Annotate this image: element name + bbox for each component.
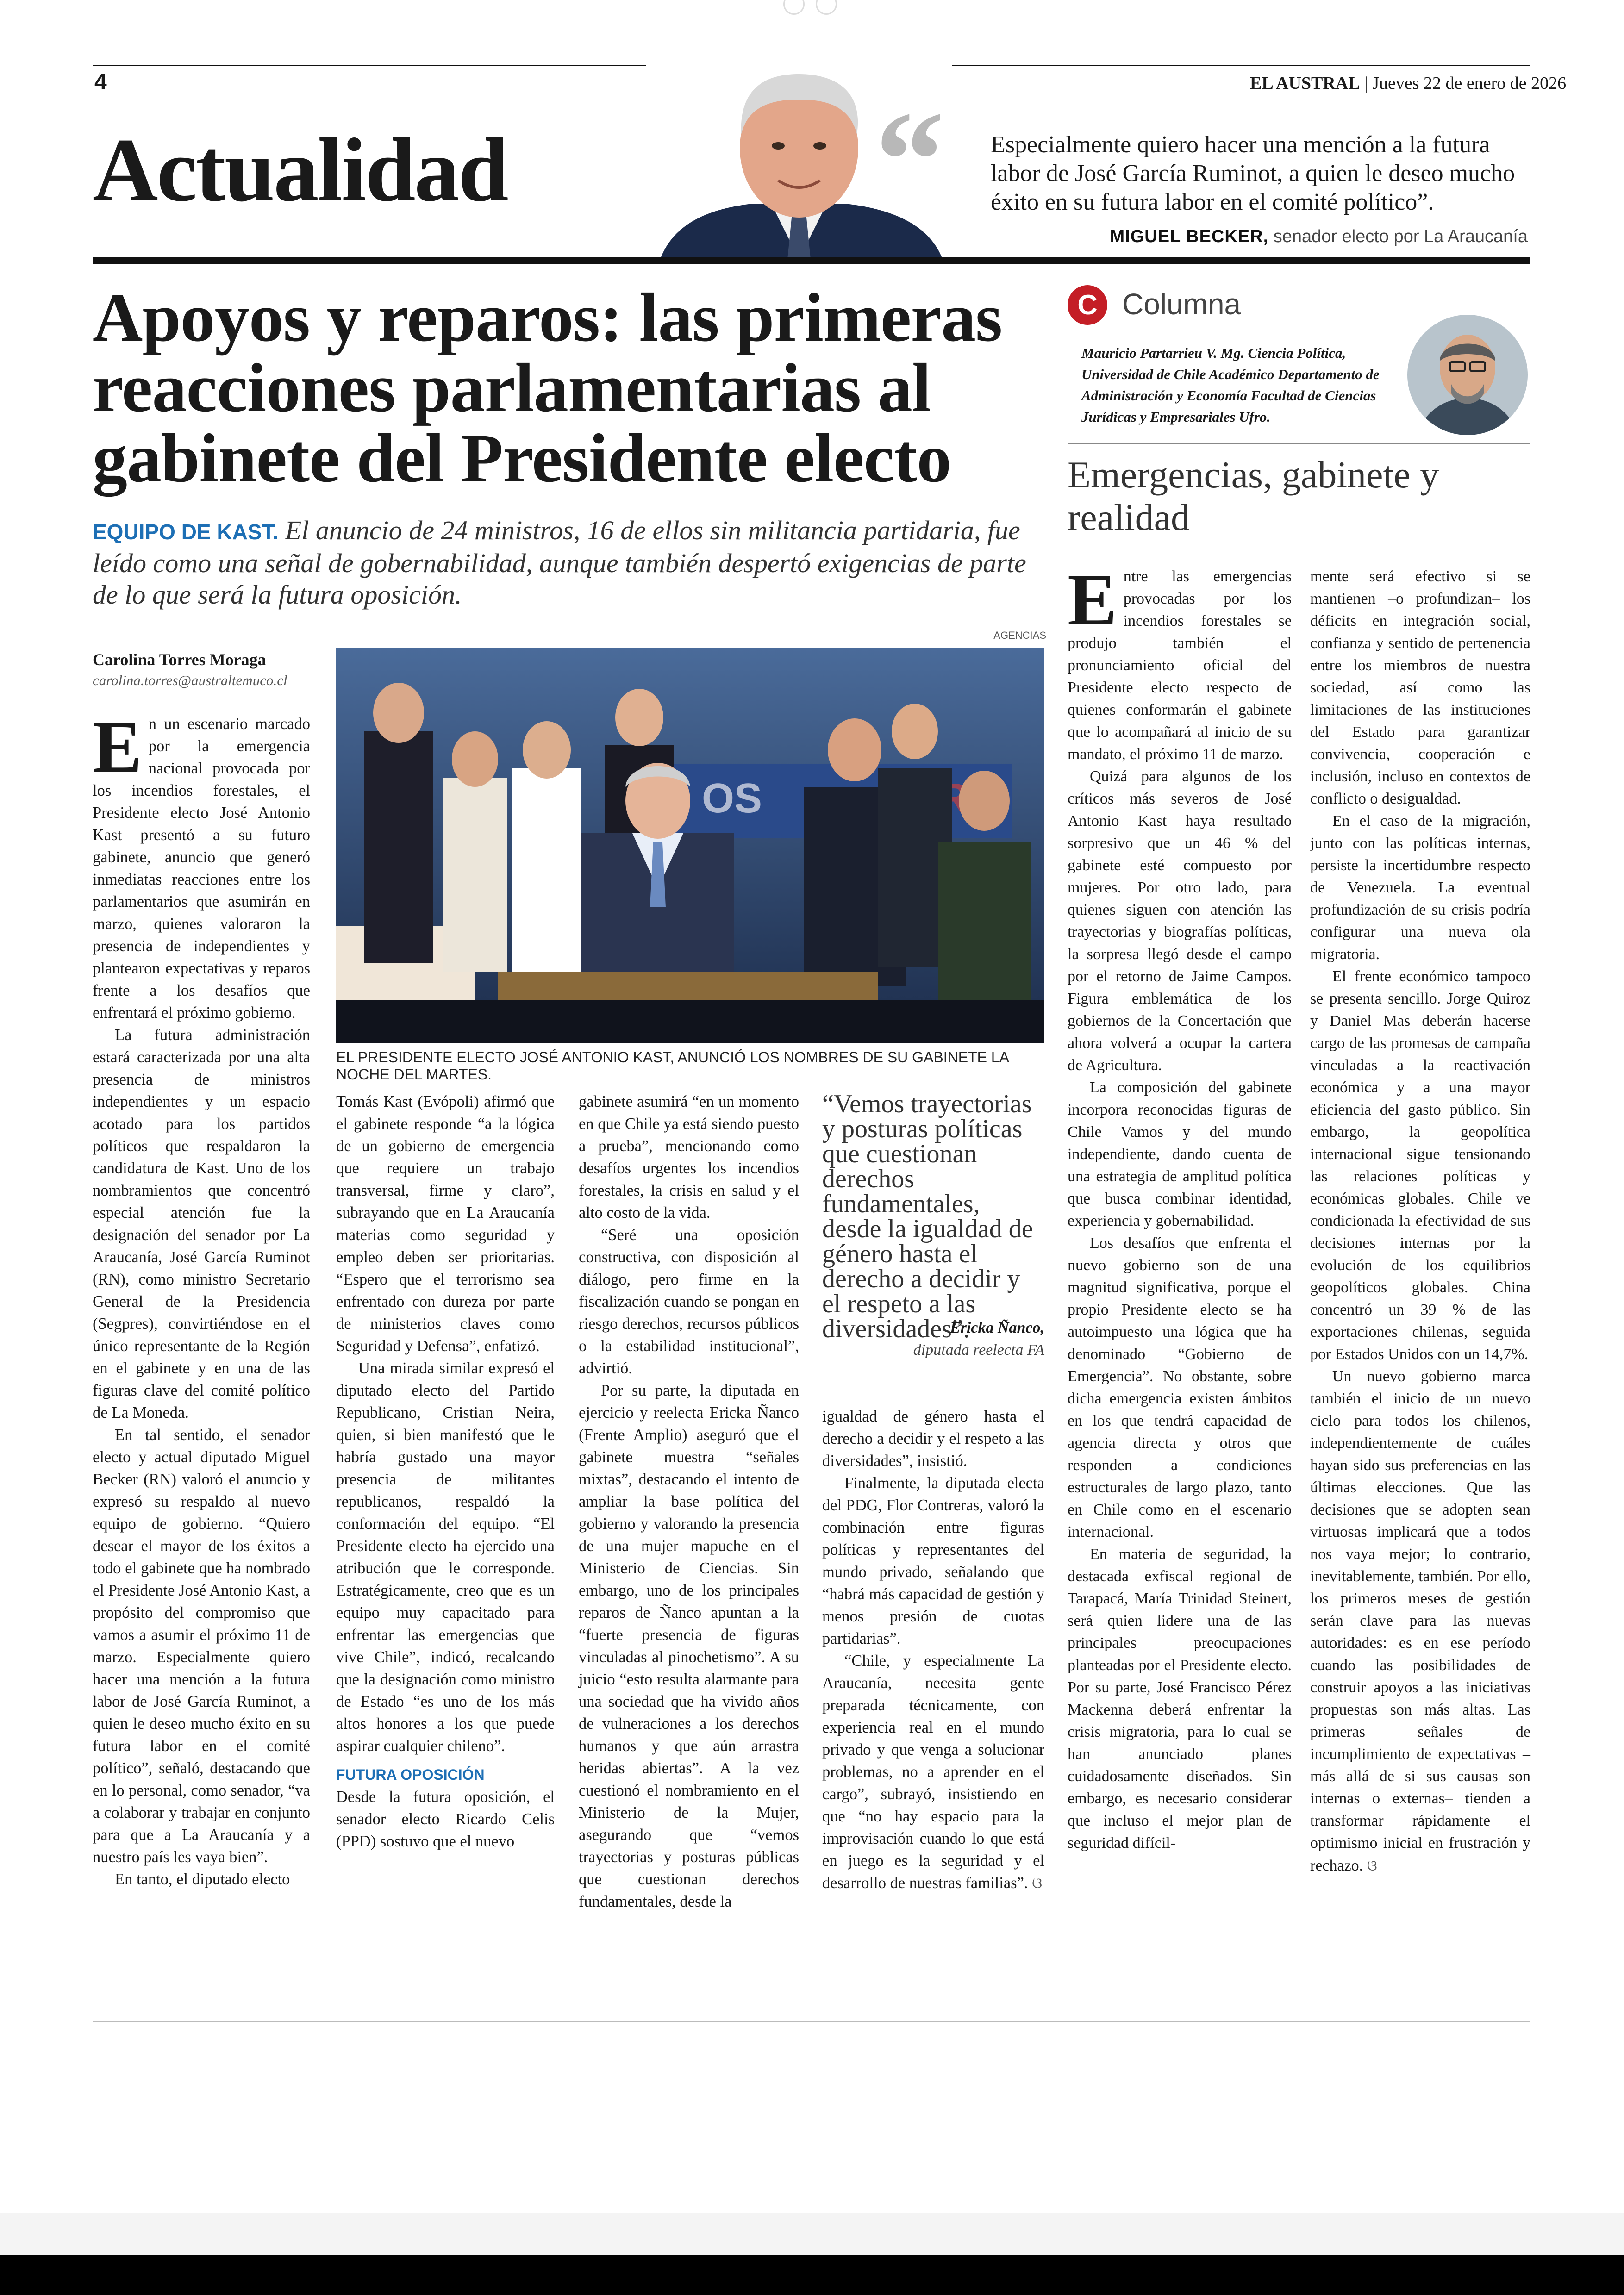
column-paragraph: mente será efectivo si se mantienen –o profundizan– los déficits en integración social, confianza y sentido de pertenencia entre los miembros de nuestra sociedad, así como las limitaciones de las instituciones del Estado para garantizar convivencia, cooperación e inclusión, incluso en contextos de conflicto o desigualdad.	[1310, 568, 1530, 807]
article-paragraph: gabinete asumirá “en un momento en que Chile ya está siendo puesto a prueba”, mencionando como desafíos urgentes los incendios forestales, la crisis en salud y el alto costo de la vida.	[579, 1093, 799, 1222]
pull-quote-author: Ericka Ñanco,	[950, 1319, 1044, 1336]
column-title: Emergencias, gabinete y realidad	[1068, 454, 1439, 538]
column-title-rule	[1068, 443, 1530, 444]
column-paragraph: El frente económico tampoco se presenta sencillo. Jorge Quiroz y Daniel Mas deberán hacerse cargo de las promesas de campaña vinculadas a la reactivación económica y a una mayor eficiencia del gasto público. Sin embargo, la geopolítica internacional sigue tensionando las relaciones políticas y económicas globales. Chile ve condicionada la efectividad de sus decisiones internas por la evolución de los equilibrios geopolíticos globales. China concentró un 39 % de las exportaciones chilenas, seguida por Estados Unidos con un 14,7%.	[1310, 968, 1530, 1363]
lede-text: El anuncio de 24 ministros, 16 de ellos sin militancia partidaria, fue leído como una señal de gobernabilidad, aunque también despertó exigencias de parte de lo que será la futura oposición.	[93, 515, 1026, 610]
article-paragraph: n un escenario marcado por la emergencia nacional provocada por los incendios forestales, el Presidente electo José Antonio Kast presentó a su futuro gabinete, anuncio que generó inmediatas reacciones entre los parlamentarios que asumirán en marzo, quienes valoraron la presencia de independientes y plantearon expectativas y reparos frente a los desafíos que enfrentará el próximo gobierno.	[93, 715, 310, 1022]
article-paragraph: Una mirada similar expresó el diputado electo del Partido Republicano, Cristian Neira, quien, si bien manifestó que le habría gustado una mayor presencia de militantes republicanos, respaldó la conformación del equipo. “El Presidente electo ha ejercido una atribución que le corresponde. Estratégicamente, creo que es un equipo muy capacitado para enfrentar las emergencias que vive Chile”, indicó, recalcando que la designación como ministro de Estado “es uno de los más altos honores a los que puede aspirar cualquier chileno”.	[336, 1360, 555, 1755]
column-label: Columna	[1122, 287, 1241, 321]
pull-quote-role: diputada reelecta FA	[913, 1341, 1044, 1359]
article-paragraph: Por su parte, la diputada en ejercicio y reelecta Ericka Ñanco (Frente Amplio) aseguró que el gabinete muestra “señales mixtas”, destacando el intento de ampliar la base política del gobierno y valorando la presencia de una mujer mapuche en el Ministerio de Ciencias. Sin embargo, uno de los principales reparos de Ñanco apuntan a la “fuerte presencia de figuras vinculadas al pinochetismo”. A su juicio “esto resulta alarmante para una sociedad que ha vivido años de vulneraciones a los derechos humanos y que aún arrastra heridas abiertas”. A la vez cuestionó el nombramiento en el Ministerio de la Mujer, asegurando que “vemos trayectorias y posturas públicas que cuestionan derechos fundamentales, desde la	[579, 1382, 799, 1910]
article-paragraph: Desde la futura oposición, el senador electo Ricardo Celis (PPD) sostuvo que el nuevo	[336, 1788, 555, 1850]
column-paragraph: En materia de seguridad, la destacada exfiscal regional de Tarapacá, María Trinidad Steinert, será quien lidere una de las principales preocupaciones planteadas por el Presidente electo. Por su parte, José Francisco Pérez Mackenna deberá enfrentar la crisis migratoria, para lo cual se han anunciado planes cuidadosamente diseñados. Sin embargo, es necesario considerar que incluso el mejor plan de seguridad difícil-	[1068, 1546, 1292, 1852]
article-column-4	[822, 1405, 1044, 1894]
author-email[interactable]: carolina.torres@australtemuco.cl	[93, 672, 287, 688]
article-paragraph: igualdad de género hasta el derecho a decidir y el respeto a las diversidades”, insistió.	[822, 1408, 1044, 1470]
article-headline: Apoyos y reparos: las primeras reacciones parlamentarias al gabinete del Presidente electo	[93, 279, 1002, 497]
article-paragraph	[822, 1650, 1044, 1894]
article-paragraph: Tomás Kast (Evópoli) afirmó que el gabinete responde “a la lógica de un gobierno de emergencia que requiere un trabajo transversal, firme y claro”, subrayando que en La Araucanía materias como seguridad y empleo deben ser prioritarias. “Espero que el terrorismo sea enfrentado con dureza por parte de ministerios claves como Seguridad y Defensa”, enfatizó.	[336, 1093, 555, 1355]
article-photo	[336, 648, 1044, 1043]
bottom-rule	[93, 2021, 1530, 2022]
end-mark-icon: ଓ	[1032, 1875, 1043, 1891]
article-paragraph: “Seré una oposición constructiva, con disposición al diálogo, pero firme en la fiscalización cuando se pongan en riesgo derechos, recursos públicos o la estabilidad institucional”, advirtió.	[579, 1226, 799, 1377]
column-author: Mauricio Partarrieu V. Mg. Ciencia Política, Universidad de Chile Académico Departamento de Administración y Economía Facultad de Ciencias Jurídicas y Empresariales Ufro.	[1081, 345, 1380, 425]
section-title: Actualidad	[93, 120, 507, 220]
column-paragraph-text: Un nuevo gobierno marca también el inicio de un nuevo ciclo para todos los chilenos, independientemente de cuáles hayan sido sus preferencias en las últimas elecciones. Que las decisiones que se adopten sean virtuosas implicará que a todos nos vaya mejor; lo contrario, inevitablemente, también. Por ello, los primeros meses de gestión serán clave para las nuevas autoridades: es en ese período cuando las posibilidades de construir apoyos a las iniciativas propuestas son más altas. Las primeras señales de incumplimiento de expectativas –más allá de si sus causas son internas o externas– tienden a transformar rápidamente el optimismo inicial en frustración y rechazo.	[1310, 1368, 1530, 1874]
columnist-avatar	[1407, 315, 1528, 435]
article-column-3	[579, 1091, 799, 1913]
svg-text:OS: OS	[702, 775, 762, 822]
quote-author-role: senador electo por La Araucanía	[1273, 227, 1528, 246]
column-badge-icon: C	[1068, 285, 1107, 325]
column-text-1	[1068, 558, 1292, 1854]
column-paragraph: Quizá para algunos de los críticos más severos de José Antonio Kast haya resultado sorpresivo que un 46 % del gabinete esté compuesto por mujeres. Por otro lado, para quienes siguen con atención las trayectorias y biografías políticas, la sorpresa llegó desde el campo por el retorno de Jaime Campos. Figura emblemática de los gobiernos de la Concertación que ahora volverá a ocupar la cartera de Agricultura.	[1068, 768, 1292, 1074]
article-lede	[93, 515, 1056, 611]
quote-marks-icon: “	[875, 83, 944, 237]
article-dropcap: E	[93, 705, 142, 788]
article-paragraph-text: “Chile, y especialmente La Araucanía, necesita gente preparada técnicamente, con experiencia real en el mundo privado y que venga a solucionar problemas, no a aprender en el cargo”, subrayó, insistiendo en que “no hay espacio para la improvisación cuando lo que está en juego es la seguridad y el desarrollo de nuestras familias”.	[822, 1652, 1044, 1892]
pull-quote: “Vemos trayectorias y posturas políticas que cuestionan derechos fundamentales, desde la igualdad de género hasta el derecho a decidir y el respeto a las diversidades”.	[822, 1090, 1033, 1343]
column-paragraph	[1310, 1366, 1530, 1877]
page-number: 4	[94, 70, 107, 94]
article-paragraph: En tanto, el diputado electo	[115, 1871, 290, 1888]
article-paragraph: En tal sentido, el senador electo y actual diputado Miguel Becker (RN) valoró el anuncio y expresó su respaldo al nuevo equipo de gobierno. “Quiero desear el mayor de los éxitos a todo el gabinete que ha nombrado el Presidente José Antonio Kast, a propósito del compromiso que vamos a asumir el próximo 11 de marzo. Especialmente quiero hacer una mención a la futura labor de José García Ruminot, a quien le deseo mucho éxito en su futura labor en el comité político”, señaló, destacando que en lo personal, como senador, “va a colaborar y trabajar en conjunto para que a La Araucanía y a nuestro país les vaya bien”.	[93, 1426, 310, 1866]
column-paragraph: Los desafíos que enfrenta el nuevo gobierno son de una magnitud significativa, porque el propio Presidente electo se ha autoimpuesto una lógica que ha denominado “Gobierno de Emergencia”. No obstante, sobre dicha emergencia existen ámbitos en los que tendrá capacidad de agencia directa y otros que responden a condiciones estructurales de largo plazo, tanto en Chile como en el escenario internacional.	[1068, 1235, 1292, 1540]
photo-caption: EL PRESIDENTE ELECTO JOSÉ ANTONIO KAST, ANUNCIÓ LOS NOMBRES DE SU GABINETE LA NOCHE DEL MARTES.	[336, 1049, 1009, 1083]
issue-date: Jueves 22 de enero de 2026	[1372, 74, 1567, 93]
next-page-icon[interactable]	[816, 0, 837, 15]
prev-page-icon[interactable]	[783, 0, 805, 15]
top-quote-attribution	[926, 227, 1528, 247]
top-quote-text: Especialmente quiero hacer una mención a la futura labor de José García Ruminot, a quien le deseo mucho éxito en su futura labor en el comité político”.	[991, 131, 1515, 215]
page-nav-controls[interactable]	[778, 0, 852, 16]
subhead-futura-oposicion: FUTURA OPOSICIÓN	[336, 1766, 485, 1783]
end-mark-icon: ଓ	[1367, 1857, 1377, 1874]
column-text-2	[1310, 566, 1530, 1877]
column-paragraph: La composición del gabinete incorpora reconocidas figuras de Chile Vamos y del mundo independiente, dando cuenta de una estrategia de amplitud política que busca combinar identidad, experiencia y gobernabilidad.	[1068, 1079, 1292, 1229]
quote-author: MIGUEL BECKER,	[1110, 227, 1269, 246]
viewer-bottom-bar	[0, 2255, 1624, 2295]
column-paragraph: En el caso de la migración, junto con las políticas internas, persiste la incertidumbre respecto de Venezuela. La eventual profundización de su crisis podría configurar una nueva ola migratoria.	[1310, 812, 1530, 963]
section-rule	[93, 257, 1530, 264]
article-column-2	[336, 1091, 555, 1852]
masthead: EL AUSTRAL | Jueves 22 de enero de 2026	[1250, 74, 1567, 93]
photo-credit: AGENCIAS	[993, 630, 1046, 641]
article-column-1	[93, 705, 310, 1890]
byline: Carolina Torres Moraga	[93, 650, 266, 669]
column-paragraph: ntre las emergencias provocadas por los incendios forestales se produjo también el pronunciamiento oficial del Presidente electo respecto de quienes conformarán el gabinete que lo acompañará al inicio de su mandato, el próximo 11 de marzo.	[1068, 568, 1292, 763]
article-paragraph: La futura administración estará caracterizada por una alta presencia de ministros independientes y un espacio acotado para los partidos políticos que respaldaron la candidatura de Kast. Uno de los nombramientos que concentró especial atención fue la designación del senador por La Araucanía, José García Ruminot (RN), como ministro Secretario General de la Presidencia (Segpres), convirtiéndose en el único representante de la Región en el gabinete y en una de las figuras clave del comité político de La Moneda.	[93, 1026, 310, 1422]
article-paragraph: Finalmente, la diputada electa del PDG, Flor Contreras, valoró la combinación entre figuras políticas y representantes del mundo privado, señalando que “habrá más capacidad de gestión y menos presión de cuotas partidarias”.	[822, 1474, 1044, 1647]
column-dropcap: E	[1068, 558, 1117, 641]
lede-kicker: EQUIPO DE KAST.	[93, 520, 279, 544]
newspaper-name: EL AUSTRAL	[1250, 74, 1360, 93]
